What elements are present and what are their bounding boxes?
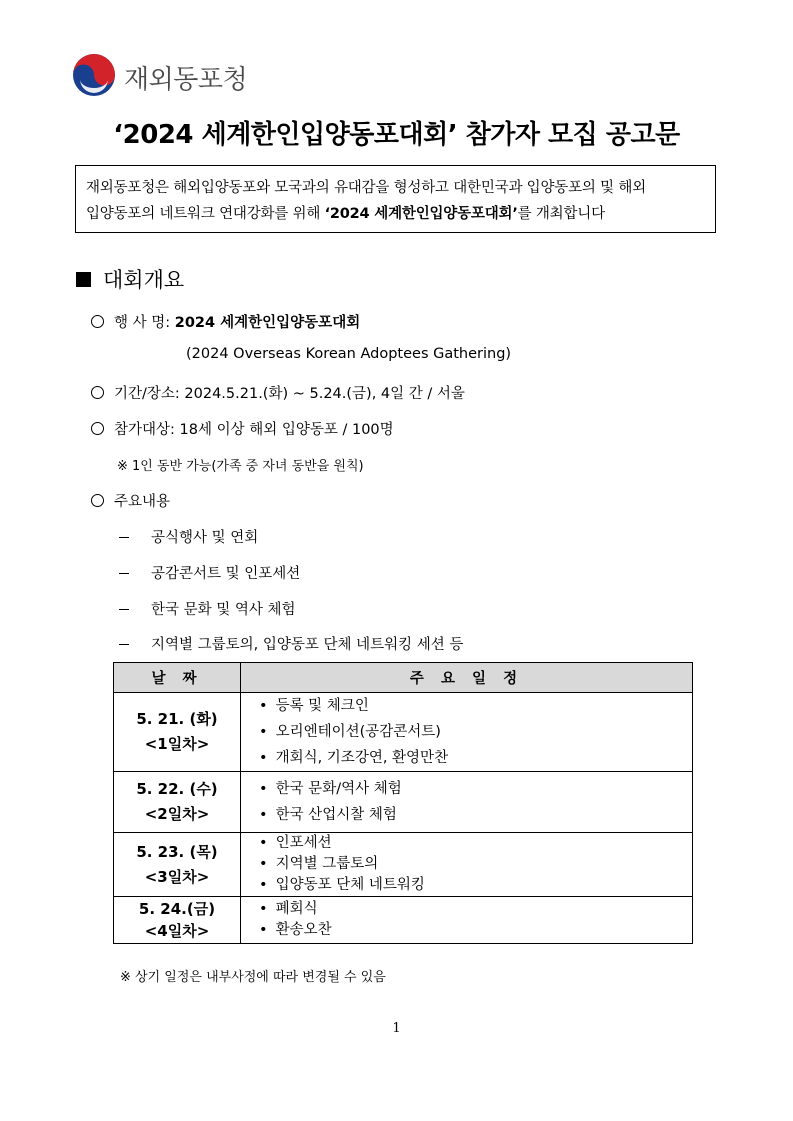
target-text: 참가대상: 18세 이상 해외 입양동포 / 100명 [114,422,394,438]
content-list-item: 한국 문화 및 역사 체험 [119,598,296,619]
content-list-item: 공감콘서트 및 인포세션 [119,562,300,583]
schedule-header-row [114,663,693,693]
schedule-item: • 오리엔테이션(공감콘서트) [259,719,692,745]
schedule-date-cell: 5. 23. (목) <3일차> [114,833,241,897]
event-name-item [91,311,360,332]
content-list-item: 지역별 그룹토의, 입양동포 단체 네트워킹 세션 등 [119,633,463,654]
schedule-date-cell: 5. 21. (화) <1일차> [114,693,241,772]
table-row [114,772,693,833]
content-label: 주요내용 [114,494,171,510]
taegeuk-emblem-icon [72,53,116,97]
dash-bullet-icon [119,573,129,574]
section-heading-text: 대회개요 [103,268,185,292]
schedule-items-cell [241,772,693,833]
target-item [91,418,394,439]
target-note: ※ 1인 동반 가능(가족 중 자녀 동반을 원칙) [117,459,364,474]
schedule-item: • 지역별 그룹토의 [259,854,692,875]
circle-bullet-icon [91,386,104,399]
dash-bullet-icon [119,609,129,610]
table-row [114,897,693,944]
org-logo [72,53,282,103]
table-row [114,833,693,897]
table-row [114,693,693,772]
content-item [91,490,170,511]
schedule-date-cell: 5. 22. (수) <2일차> [114,772,241,833]
period-text: 기간/장소: 2024.5.21.(화) ~ 5.24.(금), 4일 간 / 서울 [114,386,465,402]
org-name: 재외동포청 [124,65,248,95]
intro-event-name: ‘2024 세계한인입양동포대회’ [324,206,518,222]
header-date: 날 짜 [114,663,241,693]
circle-bullet-icon [91,422,104,435]
content-list-item: 공식행사 및 연회 [119,526,258,547]
dash-bullet-icon [119,644,129,645]
schedule-item: • 한국 문화/역사 체험 [259,776,692,802]
schedule-items-cell [241,693,693,772]
header-items: 주 요 일 정 [241,663,693,693]
schedule-item: • 인포세션 [259,833,692,854]
schedule-item: • 등록 및 체크인 [259,693,692,719]
intro-line-1: 재외동포청은 해외입양동포와 모국과의 유대감을 형성하고 대한민국과 입양동포의 및 해외 [86,180,646,196]
schedule-date-cell: 5. 24.(금) <4일차> [114,897,241,944]
circle-bullet-icon [91,315,104,328]
section-heading [76,264,184,294]
page-number: 1 [392,1021,401,1036]
schedule-item: • 환송오찬 [259,920,692,941]
event-label: 행 사 명: [114,315,175,331]
square-bullet-icon [76,272,91,287]
intro-line-2 [86,201,705,227]
intro-box [75,165,716,233]
schedule-item: • 입양동포 단체 네트워킹 [259,875,692,896]
schedule-item: • 한국 산업시찰 체험 [259,802,692,828]
schedule-item: • 개회식, 기조강연, 환영만찬 [259,745,692,771]
event-name: 2024 세계한인입양동포대회 [174,315,361,331]
schedule-items-cell [241,833,693,897]
dash-bullet-icon [119,537,129,538]
schedule-table [113,662,693,944]
circle-bullet-icon [91,494,104,507]
event-name-en: (2024 Overseas Korean Adoptees Gathering) [186,346,512,362]
document-title: ‘2024 세계한인입양동포대회’ 참가자 모집 공고문 [113,120,680,150]
schedule-items-cell [241,897,693,944]
intro-line-2-post: 를 개최합니다 [517,206,605,222]
intro-line-2-pre: 입양동포의 네트워크 연대강화를 위해 [86,206,325,222]
period-item [91,382,465,403]
schedule-note: ※ 상기 일정은 내부사정에 따라 변경될 수 있음 [120,970,386,985]
schedule-item: • 폐회식 [259,899,692,920]
